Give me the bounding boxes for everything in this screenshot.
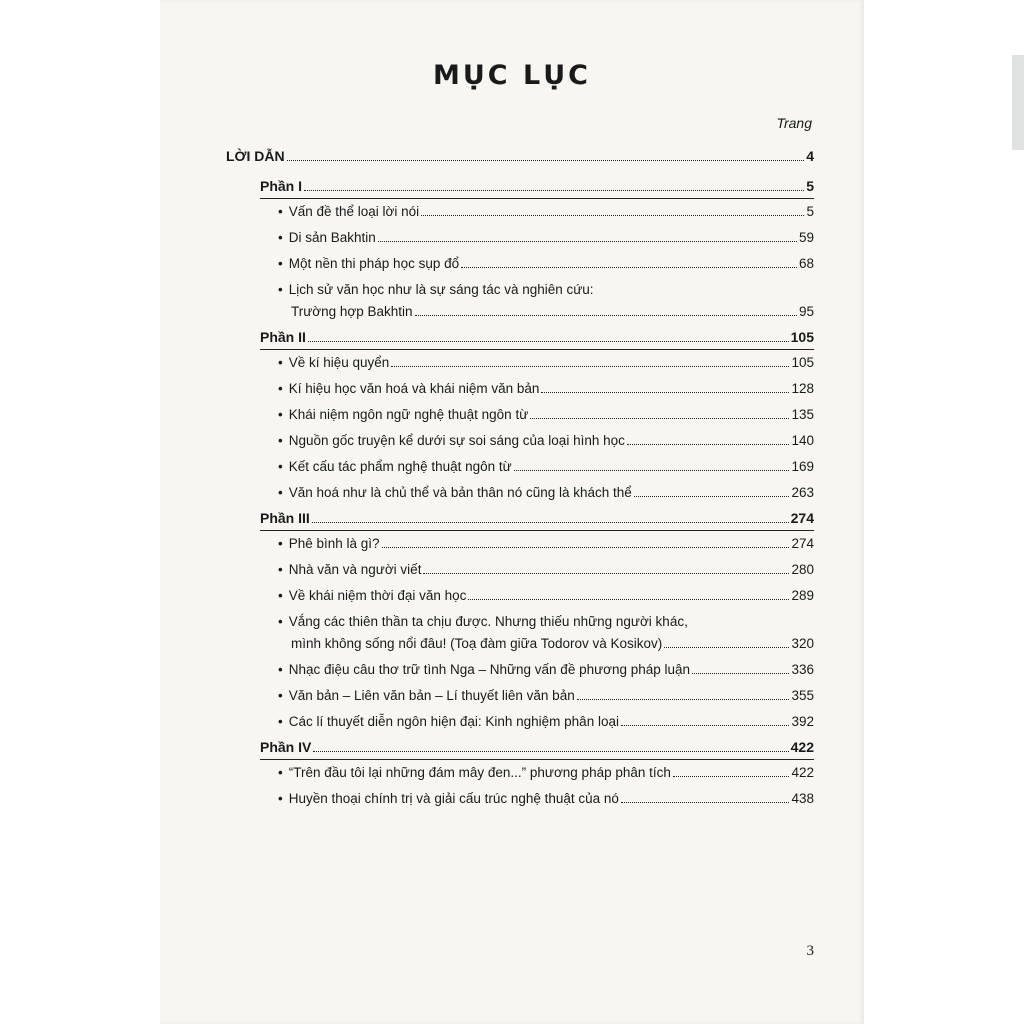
bullet-icon: •: [278, 256, 283, 271]
page-title: MỤC LỤC: [433, 60, 591, 91]
toc-parts: [226, 178, 814, 807]
page-edge-decoration: [1012, 55, 1024, 150]
bullet-icon: •: [278, 381, 283, 396]
toc-entry[interactable]: • Nhạc điệu câu thơ trữ tình Nga – Những vấn đề phương pháp luận 336: [278, 662, 814, 677]
toc-entry[interactable]: • Văn hoá như là chủ thể và bản thân nó cũng là khách thể 263: [278, 485, 814, 500]
bullet-icon: •: [278, 688, 283, 703]
bullet-icon: •: [278, 230, 283, 245]
toc-entry[interactable]: • Nguồn gốc truyện kể dưới sự soi sáng của loại hình học 140: [278, 433, 814, 448]
page-column-label: Trang: [776, 115, 812, 131]
book-page: [160, 0, 864, 1024]
toc-section-heading[interactable]: Phần I 5: [260, 178, 814, 194]
toc-entry[interactable]: • Kết cấu tác phẩm nghệ thuật ngôn từ 169: [278, 459, 814, 474]
toc-entry[interactable]: • Di sản Bakhtin 59: [278, 230, 814, 245]
toc-section-heading[interactable]: Phần IV 422: [260, 739, 814, 755]
toc-section-heading[interactable]: Phần III 274: [260, 510, 814, 526]
toc-entry[interactable]: • Văn bản – Liên văn bản – Lí thuyết liên văn bản 355: [278, 688, 814, 703]
bullet-icon: •: [278, 407, 283, 422]
toc-entry[interactable]: • Một nền thi pháp học sụp đổ 68: [278, 256, 814, 271]
bullet-icon: •: [278, 662, 283, 677]
toc-entry[interactable]: • Các lí thuyết diễn ngôn hiện đại: Kinh nghiệm phân loại 392: [278, 714, 814, 729]
bullet-icon: •: [278, 588, 283, 603]
toc-section-heading[interactable]: Phần II 105: [260, 329, 814, 345]
toc-entry[interactable]: • “Trên đầu tôi lại những đám mây đen...” phương pháp phân tích 422: [278, 765, 814, 780]
toc-entry[interactable]: • Nhà văn và người viết 280: [278, 562, 814, 577]
bullet-icon: •: [278, 459, 283, 474]
toc-entry[interactable]: • Về khái niệm thời đại văn học 289: [278, 588, 814, 603]
toc-entry[interactable]: • Phê bình là gì? 274: [278, 536, 814, 551]
toc-entry-loi-dan[interactable]: LỜI DẪN 4: [226, 148, 814, 164]
bullet-icon: •: [278, 433, 283, 448]
table-of-contents: [226, 148, 814, 816]
bullet-icon: •: [278, 355, 283, 370]
bullet-icon: •: [278, 714, 283, 729]
toc-entry[interactable]: • Lịch sử văn học như là sự sáng tác và nghiên cứu: Trường hợp Bakhtin 95: [278, 282, 814, 319]
bullet-icon: •: [278, 614, 283, 629]
bullet-icon: •: [278, 791, 283, 806]
bullet-icon: •: [278, 536, 283, 551]
bullet-icon: •: [278, 562, 283, 577]
bullet-icon: •: [278, 282, 283, 297]
toc-entry[interactable]: • Kí hiệu học văn hoá và khái niệm văn bản 128: [278, 381, 814, 396]
toc-entry[interactable]: • Về kí hiệu quyển 105: [278, 355, 814, 370]
bullet-icon: •: [278, 485, 283, 500]
toc-entry[interactable]: • Vắng các thiên thần ta chịu được. Nhưng thiếu những người khác, mình không sống nổi đâu! (Toạ đàm giữa Todorov và Kosikov) 320: [278, 614, 814, 651]
bullet-icon: •: [278, 765, 283, 780]
toc-entry[interactable]: • Khái niệm ngôn ngữ nghệ thuật ngôn từ 135: [278, 407, 814, 422]
bullet-icon: •: [278, 204, 283, 219]
toc-entry[interactable]: • Vấn đề thể loại lời nói 5: [278, 204, 814, 219]
page-number: 3: [806, 943, 814, 959]
toc-entry[interactable]: • Huyền thoại chính trị và giải cấu trúc nghệ thuật của nó 438: [278, 791, 814, 806]
